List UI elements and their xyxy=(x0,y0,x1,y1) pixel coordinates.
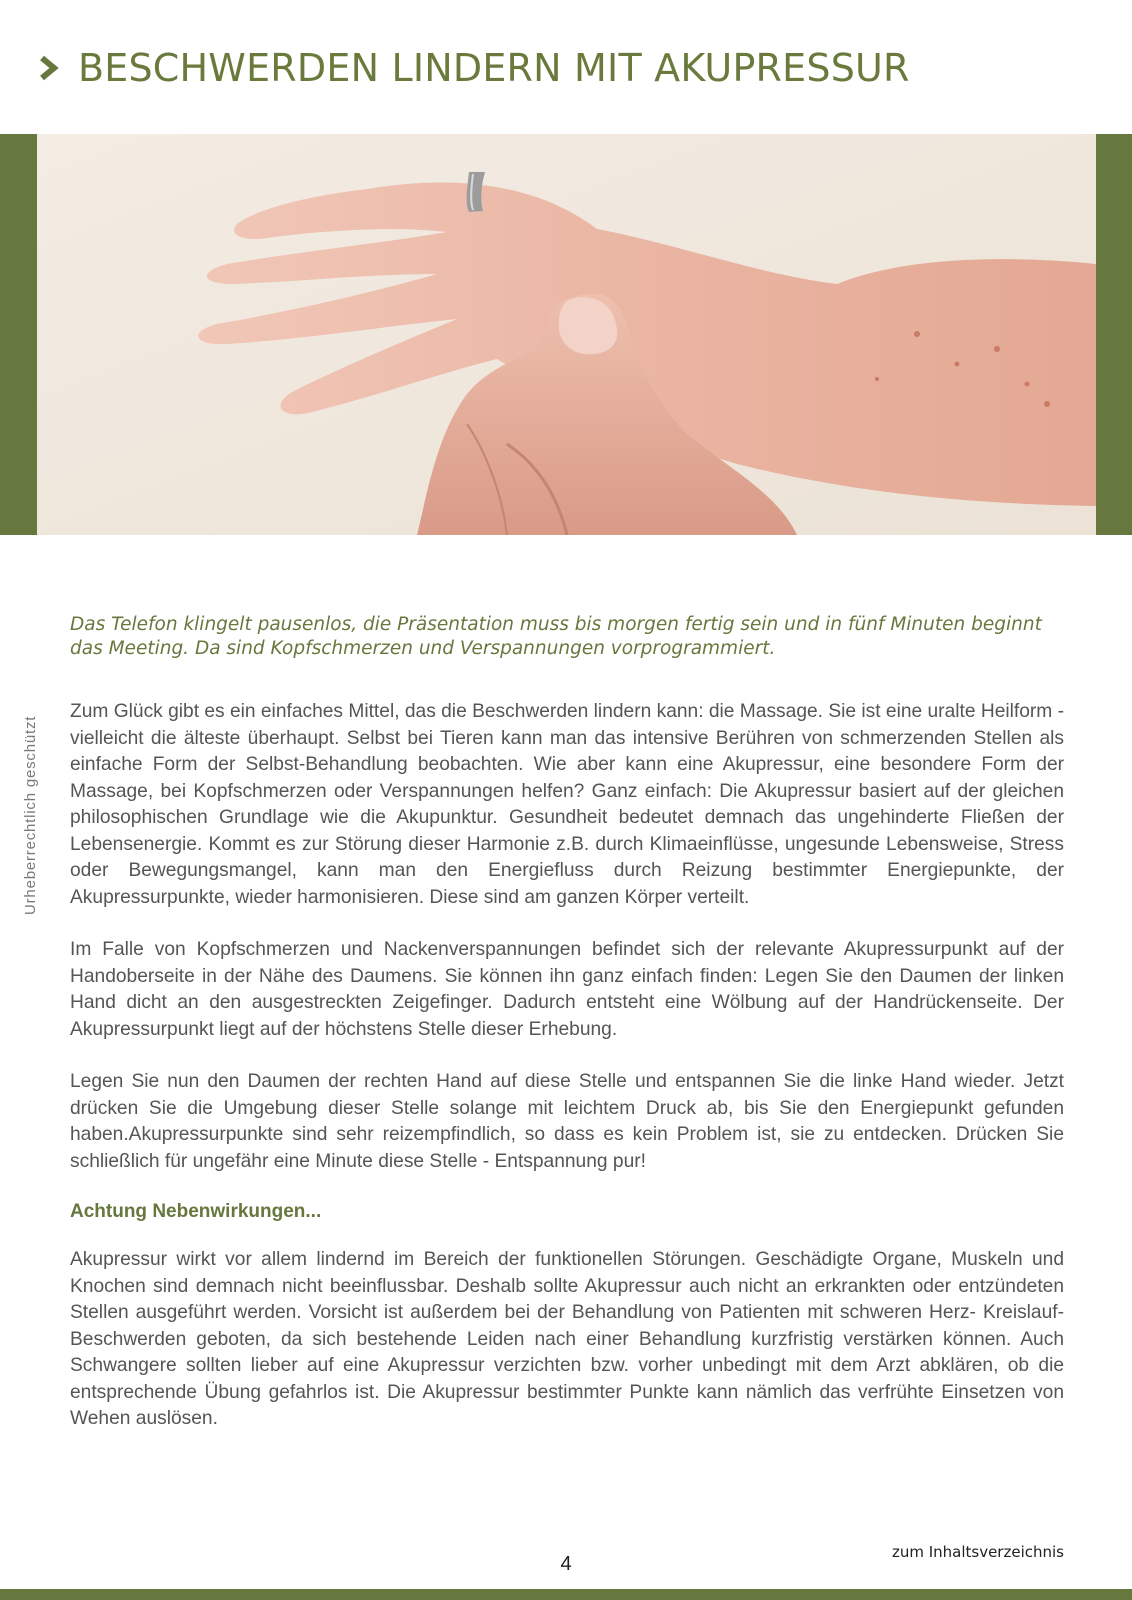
hero-photo-hands-acupressure xyxy=(37,134,1096,535)
left-accent-band xyxy=(0,134,37,535)
page-number: 4 xyxy=(560,1553,572,1575)
chevron-right-icon xyxy=(36,48,64,88)
article-body xyxy=(70,613,1064,1459)
right-accent-band xyxy=(1096,134,1132,535)
page-title: BESCHWERDEN LINDERN MIT AKUPRESSUR xyxy=(78,46,910,90)
paragraph: Zum Glück gibt es ein einfaches Mittel, das die Beschwerden lindern kann: die Massage. Sie ist eine uralte Heilform - vielleicht die älteste überhaupt. Selbst bei Tieren kann man das intensive Berühren von schmerzenden Stellen als einfache Form der Selbst-Behandlung beobachten. Wie aber kann eine Akupressur, eine besondere Form der Massage, bei Kopfschmerzen oder Verspannungen helfen? Ganz einfach: Die Akupressur basiert auf der gleichen philosophischen Grundlage wie die Akupunktur. Gesundheit bedeutet demnach das ungehinderte Fließen der Lebensenergie. Kommt es zur Störung dieser Harmonie z.B. durch Klimaeinflüsse, ungesunde Lebensweise, Stress oder Bewegungsmangel, kann man den Energiefluss durch Reizung bestimmter Energiepunkte, der Akupressurpunkte, wieder harmonisieren. Diese sind am ganzen Körper verteilt. xyxy=(70,701,1064,908)
page-header xyxy=(36,40,1096,96)
footer-accent-bar xyxy=(0,1589,1132,1600)
paragraph: Akupressur wirkt vor allem lindernd im Bereich der funktionellen Störungen. Geschädigte Organe, Muskeln und Knochen sind demnach nicht beeinflussbar. Deshalb sollte Akupressur auch nicht an erkrankten oder entzündeten Stellen ausgeführt werden. Vorsicht ist außerdem bei der Behandlung von Patienten mit schweren Herz- Kreislauf- Beschwerden geboten, da sich bestehende Leiden nach einer Behandlung kurzfristig verstärken können. Auch Schwangere sollten lieber auf eine Akupressur verzichten bzw. vorher unbedingt mit dem Arzt abklären, ob die entsprechende Übung gefahrlos ist. Die Akupressur bestimmter Punkte kann nämlich das verfrühte Einsetzen von Wehen auslösen. xyxy=(70,1249,1064,1429)
paragraph: Legen Sie nun den Daumen der rechten Hand auf diese Stelle und entspannen Sie die linke Hand wieder. Jetzt drücken Sie die Umgebung dieser Stelle solange mit leichtem Druck ab, bis Sie den Energiepunkt gefunden haben.Akupressurpunkte sind sehr reizempfindlich, so dass es kein Problem ist, sie zu entdecken. Drücken Sie schließlich für ungefähr eine Minute diese Stelle - Entspannung pur! xyxy=(70,1071,1064,1172)
intro-text: Das Telefon klingelt pausenlos, die Präsentation muss bis morgen fertig sein und in fünf Minuten beginnt das Meeting. Da sind Kopfschmerzen und Verspannungen vorprogrammiert. xyxy=(70,614,1042,659)
copyright-side-label: Urheberrechtlich geschützt xyxy=(22,715,39,915)
table-of-contents-link[interactable]: zum Inhaltsverzeichnis xyxy=(891,1543,1064,1561)
paragraph: Im Falle von Kopfschmerzen und Nackenverspannungen befindet sich der relevante Akupressurpunkt auf der Handoberseite in der Nähe des Daumens. Sie können ihn ganz einfach finden: Legen Sie den Daumen der linken Hand dicht an den ausgestreckten Zeigefinger. Dadurch entsteht eine Wölbung auf der Handrückenseite. Der Akupressurpunkt liegt auf der höchstens Stelle dieser Erhebung. xyxy=(70,939,1064,1040)
section-heading: Achtung Nebenwirkungen... xyxy=(70,1201,322,1222)
